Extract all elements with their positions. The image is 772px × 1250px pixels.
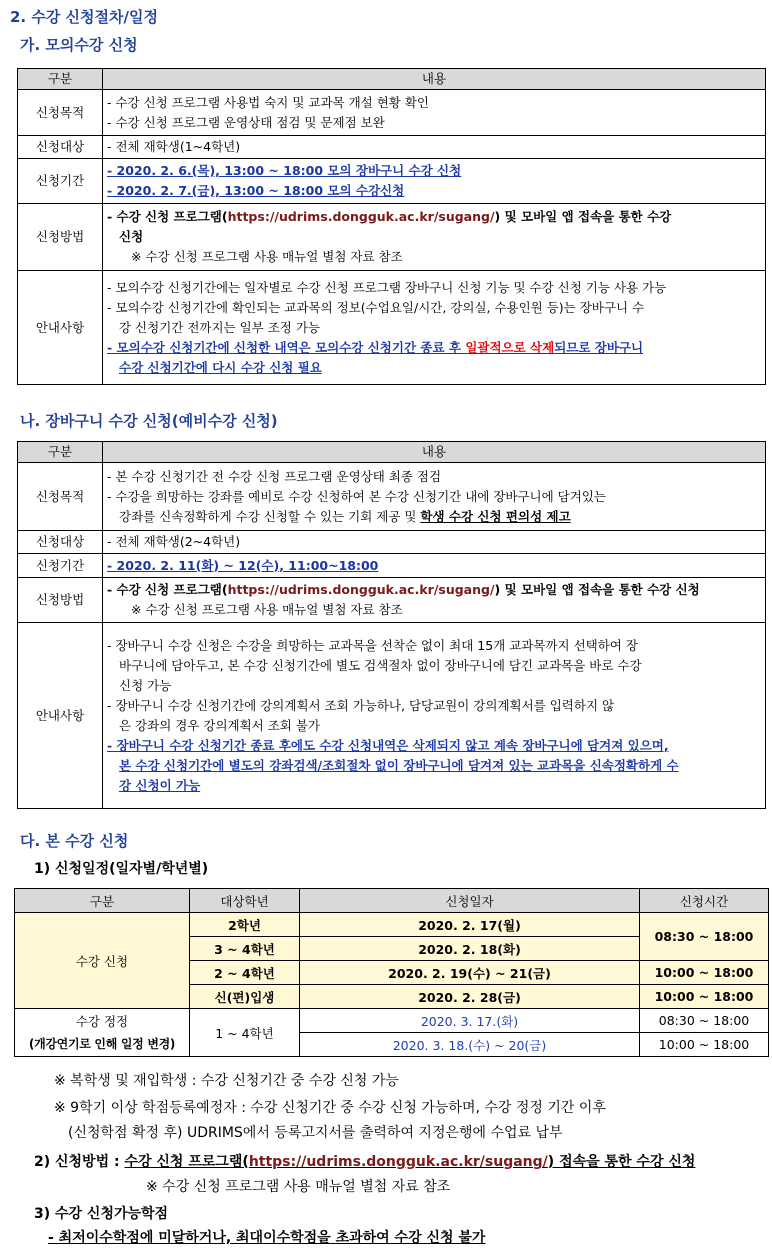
list-item: - 장바구니 수강 신청기간에 강의계획서 조회 가능하나, 담당교원이 강의계획서를 입력하지 않 은 강좌의 경우 강의계획서 조회 불가 xyxy=(107,697,615,733)
row-label-period: 신청기간 xyxy=(18,159,103,204)
purpose-cell xyxy=(103,90,766,136)
row-label-method: 신청방법 xyxy=(18,578,103,623)
period-cell: - 2020. 2. 11(화) ~ 12(수), 11:00~18:00 xyxy=(103,554,766,578)
time-cell: 10:00 ~ 18:00 xyxy=(640,985,769,1009)
target-cell: - 전체 재학생(1~4학년) xyxy=(103,136,766,159)
col-header-date: 신청일자 xyxy=(300,889,640,913)
manual-note: ※ 수강 신청 프로그램 사용 매뉴얼 별첨 자료 참조 xyxy=(146,1179,451,1195)
row-label-guide: 안내사항 xyxy=(18,271,103,385)
note-returning-students: ※ 복학생 및 재입학생 : 수강 신청기간 중 수강 신청 가능 xyxy=(54,1073,399,1089)
list-item: - 모의수강 신청기간에는 일자별로 수강 신청 프로그램 장바구니 신청 기능 및 수강 신청 기능 사용 가능 xyxy=(107,279,667,295)
list-item: - 2020. 2. 6.(목), 13:00 ~ 18:00 모의 장바구니 수강 신청 xyxy=(107,163,462,178)
row-label-purpose: 신청목적 xyxy=(18,90,103,136)
list-item: - 수강을 희망하는 강좌를 예비로 수강 신청하여 본 수강 신청기간 내에 장바구니에 담겨있는 강좌를 신속정확하게 수강 신청할 수 있는 기회 제공 및 학생 수강 신청 편의성 제고 xyxy=(107,488,606,524)
mock-registration-table xyxy=(17,68,766,385)
list-item: - 수강 신청 프로그램 운영상태 점검 및 문제점 보완 xyxy=(107,114,385,130)
row-label-method: 신청방법 xyxy=(18,204,103,271)
date-cell: 2020. 3. 17.(화) xyxy=(300,1009,640,1033)
note-ninth-semester: ※ 9학기 이상 학점등록예정자 : 수강 신청기간 중 수강 신청 가능하며, 수강 정정 기간 이후 xyxy=(54,1100,606,1116)
grade-cell: 3 ~ 4학년 xyxy=(190,937,300,961)
col-header-time: 신청시간 xyxy=(640,889,769,913)
time-cell: 10:00 ~ 18:00 xyxy=(640,1033,769,1057)
col-header-grade: 대상학년 xyxy=(190,889,300,913)
list-item: - 모의수강 신청기간에 신청한 내역은 모의수강 신청기간 종료 후 일괄적으로 삭제되므로 장바구니 수강 신청기간에 다시 수강 신청 필요 xyxy=(107,339,644,375)
grade-cell: 1 ~ 4학년 xyxy=(190,1009,300,1057)
program-url-link[interactable]: https://udrims.dongguk.ac.kr/sugang/ xyxy=(248,1154,548,1170)
row-label-purpose: 신청목적 xyxy=(18,463,103,531)
target-cell: - 전체 재학생(2~4학년) xyxy=(103,531,766,554)
time-cell: 08:30 ~ 18:00 xyxy=(640,913,769,961)
col-header-category: 구분 xyxy=(18,442,103,463)
program-url-link[interactable]: https://udrims.dongguk.ac.kr/sugang/ xyxy=(227,582,495,597)
method-cell xyxy=(103,578,766,623)
col-header-category: 구분 xyxy=(18,69,103,90)
date-cell: 2020. 2. 19(수) ~ 21(금) xyxy=(300,961,640,985)
period-cell xyxy=(103,159,766,204)
guide-cell xyxy=(103,623,766,809)
program-url-link[interactable]: https://udrims.dongguk.ac.kr/sugang/ xyxy=(227,209,495,224)
list-item: - 2020. 2. 7.(금), 13:00 ~ 18:00 모의 수강신청 xyxy=(107,183,405,198)
date-cell: 2020. 3. 18.(수) ~ 20(금) xyxy=(300,1033,640,1057)
list-item: - 장바구니 수강 신청기간 종료 후에도 수강 신청내역은 삭제되지 않고 계속 장바구니에 담겨져 있으며, 본 수강 신청기간에 별도의 강좌검색/조회절차 없이 장바구니에 담겨져 있는 교과목을 신속정확하게 수 강 신청이 가능 xyxy=(107,737,679,793)
section-b-title: 나. 장바구니 수강 신청(예비수강 신청) xyxy=(20,412,278,430)
schedule-table xyxy=(14,888,769,1057)
cart-registration-table xyxy=(17,441,766,809)
col-header-content: 내용 xyxy=(103,442,766,463)
list-item: - 장바구니 수강 신청은 수강을 희망하는 교과목을 선착순 없이 최대 15개 교과목까지 선택하여 장 바구니에 담아두고, 본 수강 신청기간에 별도 검색절차 없이 장바구니에 담긴 교과목을 바로 수강 신청 가능 xyxy=(107,637,642,693)
method-line: 2) 신청방법 : 수강 신청 프로그램(https://udrims.dongguk.ac.kr/sugang/) 접속을 통한 수강 신청 xyxy=(34,1154,696,1170)
purpose-cell xyxy=(103,463,766,531)
credits-rule: - 최저이수학점에 미달하거나, 최대이수학점을 초과하여 수강 신청 불가 xyxy=(48,1230,486,1246)
date-cell: 2020. 2. 17(월) xyxy=(300,913,640,937)
date-cell: 2020. 2. 28(금) xyxy=(300,985,640,1009)
grade-cell: 2 ~ 4학년 xyxy=(190,961,300,985)
list-item: - 본 수강 신청기간 전 수강 신청 프로그램 운영상태 최종 점검 xyxy=(107,468,442,484)
registration-label: 수강 신청 xyxy=(15,913,190,1009)
note-ninth-semester-cont: (신청학점 확정 후) UDRIMS에서 등록고지서를 출력하여 지정은행에 수업료 납부 xyxy=(68,1125,563,1141)
section-a-title: 가. 모의수강 신청 xyxy=(20,36,138,54)
time-cell: 08:30 ~ 18:00 xyxy=(640,1009,769,1033)
list-item: - 수강 신청 프로그램(https://udrims.dongguk.ac.kr/sugang/) 및 모바일 앱 접속을 통한 수강 xyxy=(107,209,672,224)
date-cell: 2020. 2. 18(화) xyxy=(300,937,640,961)
time-cell: 10:00 ~ 18:00 xyxy=(640,961,769,985)
credits-subtitle: 3) 수강 신청가능학점 xyxy=(34,1206,169,1222)
list-item-continued: 신청 xyxy=(119,229,144,244)
section-c-title: 다. 본 수강 신청 xyxy=(20,832,129,850)
manual-note: ※ 수강 신청 프로그램 사용 매뉴얼 별첨 자료 참조 xyxy=(131,249,403,264)
row-label-period: 신청기간 xyxy=(18,554,103,578)
list-item: - 모의수강 신청기간에 확인되는 교과목의 정보(수업요일/시간, 강의실, 수용인원 등)는 장바구니 수 강 신청기간 전까지는 일부 조정 가능 xyxy=(107,299,645,335)
guide-cell xyxy=(103,271,766,385)
list-item: - 수강 신청 프로그램 사용법 숙지 및 교과목 개설 현황 확인 xyxy=(107,94,429,110)
grade-cell: 2학년 xyxy=(190,913,300,937)
row-label-target: 신청대상 xyxy=(18,531,103,554)
row-label-guide: 안내사항 xyxy=(18,623,103,809)
list-item: - 수강 신청 프로그램(https://udrims.dongguk.ac.kr/sugang/) 및 모바일 앱 접속을 통한 수강 신청 xyxy=(107,582,700,597)
adjustment-label: 수강 정정 (개강연기로 인해 일정 변경) xyxy=(15,1009,190,1057)
manual-note: ※ 수강 신청 프로그램 사용 매뉴얼 별첨 자료 참조 xyxy=(131,602,403,617)
schedule-subtitle: 1) 신청일정(일자별/학년별) xyxy=(34,861,209,877)
method-cell xyxy=(103,204,766,271)
col-header-content: 내용 xyxy=(103,69,766,90)
row-label-target: 신청대상 xyxy=(18,136,103,159)
col-header-category: 구분 xyxy=(15,889,190,913)
section-heading: 2. 수강 신청절차/일정 xyxy=(10,8,158,26)
grade-cell: 신(편)입생 xyxy=(190,985,300,1009)
